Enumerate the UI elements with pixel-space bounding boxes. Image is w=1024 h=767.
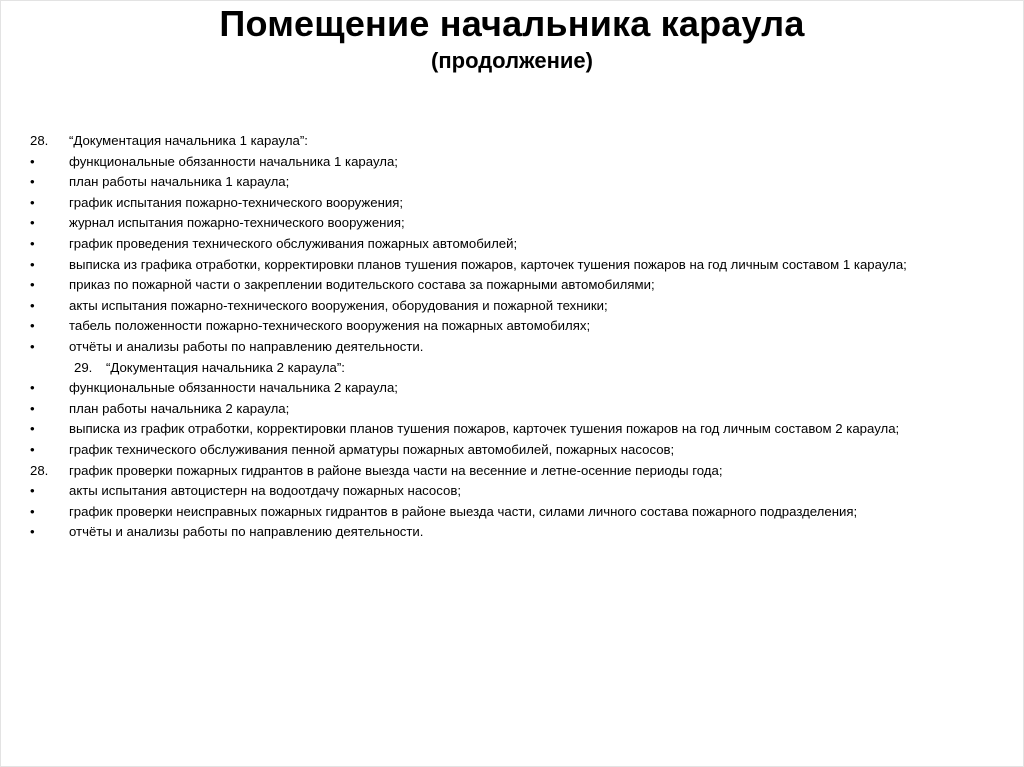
list-item — [30, 316, 1015, 337]
page-subtitle: (продолжение) — [431, 48, 593, 73]
list-item — [30, 358, 1015, 379]
bullet: • — [30, 441, 35, 457]
list-item — [30, 461, 1015, 482]
list-item-text: табель положенности пожарно-технического вооружения на пожарных автомобилях; — [69, 318, 591, 334]
bullet: • — [30, 421, 35, 437]
list-item — [30, 502, 1015, 523]
list-item-text: график проведения технического обслуживания пожарных автомобилей; — [69, 235, 518, 251]
list-item-text: план работы начальника 2 караула; — [69, 400, 290, 416]
bullet: • — [30, 524, 35, 540]
list-item-text: отчёты и анализы работы по направлению деятельности. — [69, 338, 424, 354]
list-number: 28. — [30, 462, 49, 478]
list-item — [30, 172, 1015, 193]
list-item-text: акты испытания пожарно-технического вооружения, оборудования и пожарной техники; — [69, 297, 608, 313]
bullet: • — [30, 380, 35, 396]
bullet: • — [30, 153, 35, 169]
list-number: 29. — [74, 359, 93, 375]
bullet: • — [30, 400, 35, 416]
list-item — [30, 337, 1015, 358]
bullet: • — [30, 483, 35, 499]
bullet: • — [30, 297, 35, 313]
list-item — [30, 213, 1015, 234]
list-item — [30, 440, 1015, 461]
list-item-text: приказ по пожарной части о закреплении водительского состава за пожарными автомобилями; — [69, 277, 655, 293]
list-item — [30, 419, 1015, 440]
list-item — [30, 193, 1015, 214]
list-item-text: график технического обслуживания пенной арматуры пожарных автомобилей, пожарных насосов; — [69, 441, 675, 457]
bullet: • — [30, 194, 35, 210]
list-item-text: журнал испытания пожарно-технического вооружения; — [69, 215, 405, 231]
list-item — [30, 522, 1015, 543]
list-item-text: функциональные обязанности начальника 2 караула; — [69, 380, 398, 396]
list-item-text: график испытания пожарно-технического вооружения; — [69, 194, 404, 210]
list-item-text: график проверки неисправных пожарных гидрантов в районе выезда части, силами личного состава пожарного подразделения; — [69, 503, 858, 519]
list-item-text: функциональные обязанности начальника 1 караула; — [69, 153, 398, 169]
list-item-text: отчёты и анализы работы по направлению деятельности. — [69, 524, 424, 540]
list-item — [30, 378, 1015, 399]
list-item-text: “Документация начальника 2 караула”: — [106, 359, 345, 375]
bullet: • — [30, 215, 35, 231]
list-number: 28. — [30, 133, 49, 148]
list-item-text: выписка из графика отработки, корректировки планов тушения пожаров, карточек тушения пожаров на год личным составом 1 караула; — [69, 256, 907, 272]
bullet: • — [30, 235, 35, 251]
list-item-text: акты испытания автоцистерн на водоотдачу пожарных насосов; — [69, 483, 461, 499]
bullet: • — [30, 277, 35, 293]
list-item-text: “Документация начальника 1 караула”: — [69, 133, 308, 148]
list-item — [30, 234, 1015, 255]
list-item — [30, 131, 1015, 152]
bullet: • — [30, 174, 35, 190]
bullet: • — [30, 338, 35, 354]
list-item — [30, 399, 1015, 420]
document-list — [30, 131, 1015, 543]
list-item — [30, 152, 1015, 173]
list-item-text: план работы начальника 1 караула; — [69, 174, 290, 190]
list-item — [30, 275, 1015, 296]
list-item-text: выписка из график отработки, корректировки планов тушения пожаров, карточек тушения пожаров на год личным составом 2 караула; — [69, 421, 900, 437]
list-item — [30, 296, 1015, 317]
page-title: Помещение начальника караула — [219, 3, 805, 44]
list-item — [30, 255, 1015, 276]
bullet: • — [30, 318, 35, 334]
bullet: • — [30, 503, 35, 519]
list-item — [30, 481, 1015, 502]
bullet: • — [30, 256, 35, 272]
list-item-text: график проверки пожарных гидрантов в районе выезда части на весенние и летне-осенние периоды года; — [69, 462, 723, 478]
